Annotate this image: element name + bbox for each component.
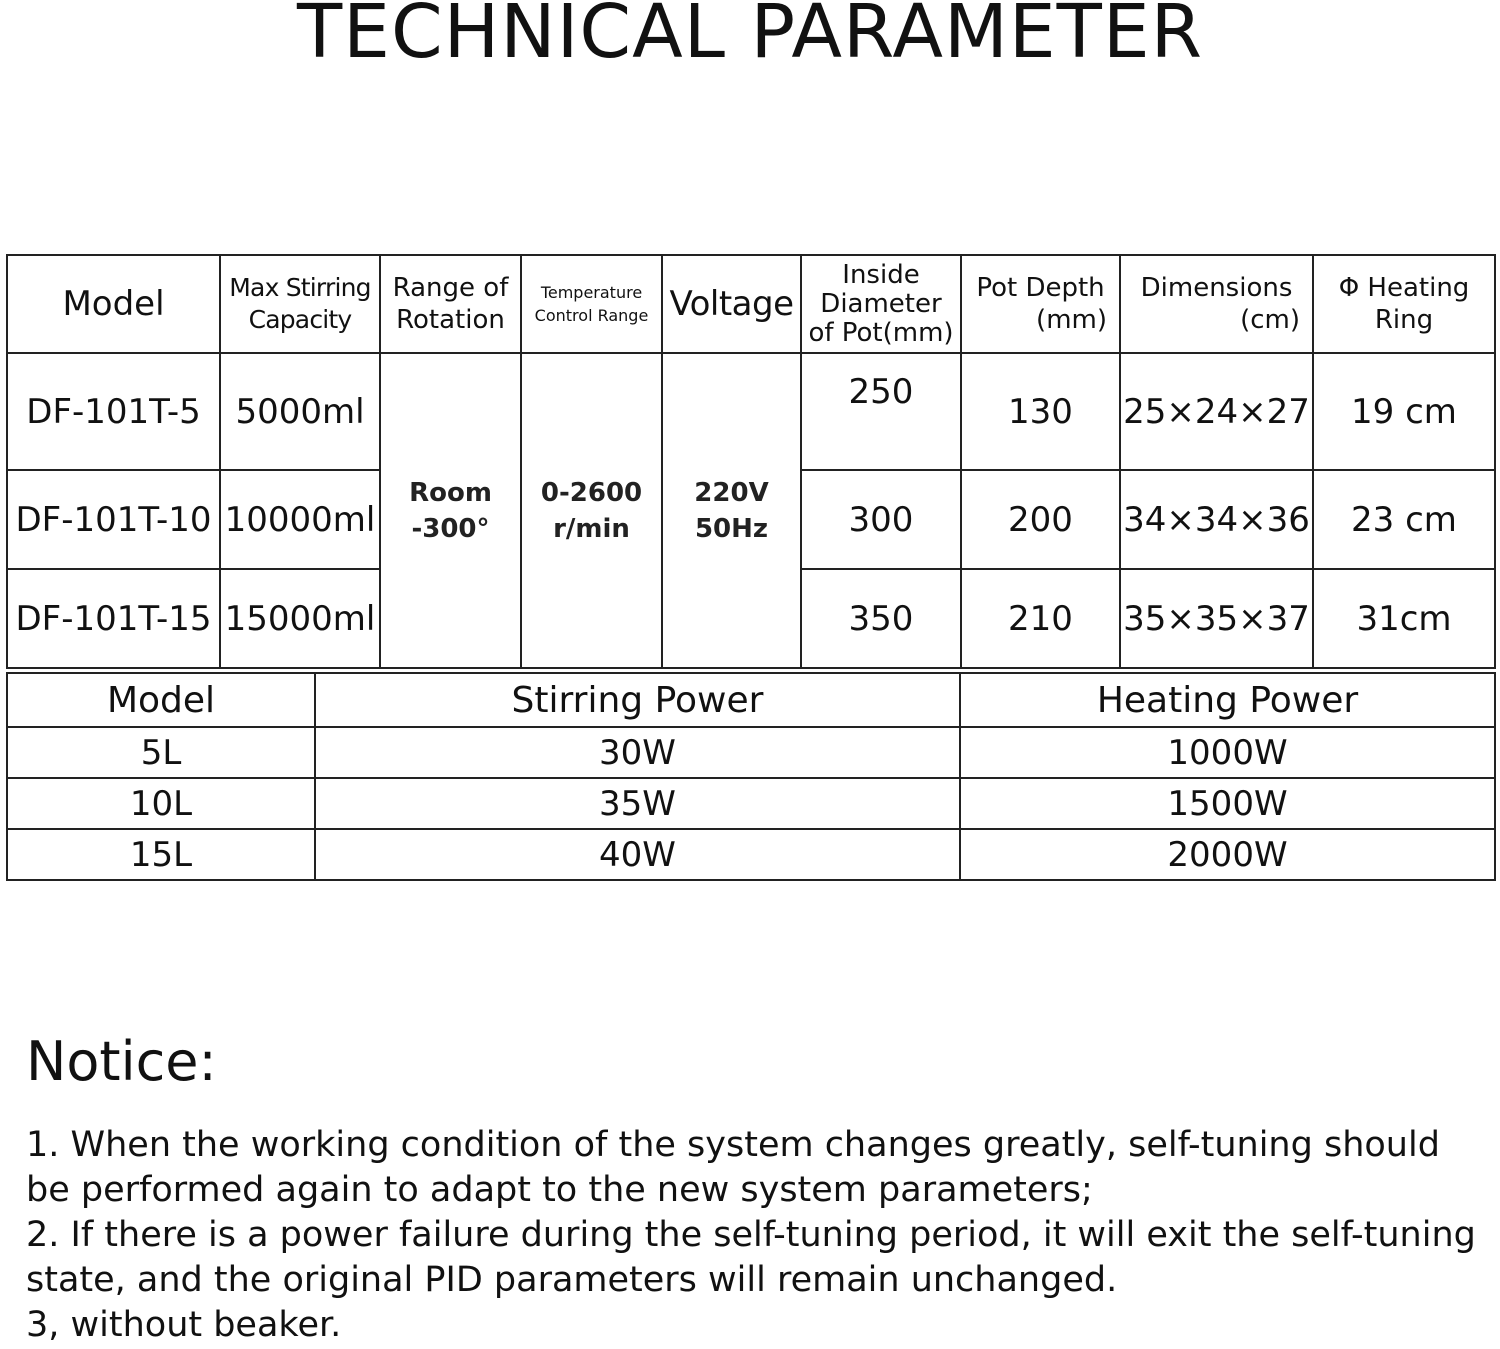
header-text: Ring: [1374, 305, 1434, 335]
cell-heating-power: 1500W: [960, 778, 1495, 829]
cell-heating-ring: 23 cm: [1313, 470, 1495, 569]
cell-model: DF-101T-5: [7, 353, 220, 470]
notice-item: 1. When the working condition of the system changes greatly, self-tuning should be performed again to adapt to the new system parameters;: [26, 1125, 1440, 1210]
cell-stirring-power: 30W: [315, 727, 960, 778]
header-text: (mm): [1036, 305, 1107, 335]
cell-voltage: [662, 353, 801, 668]
cell-range-of-rotation: [380, 353, 521, 668]
cell-heating-power: 2000W: [960, 829, 1495, 880]
cell-text: 220V: [694, 477, 769, 508]
technical-parameter-table: [6, 254, 1496, 669]
header-text: Diameter: [820, 288, 942, 319]
header-inside-diameter: [801, 255, 961, 353]
power-table: [6, 672, 1496, 881]
header-text: Capacity: [248, 305, 352, 334]
header-pot-depth: [961, 255, 1120, 353]
notice-item: 2. If there is a power failure during the self-tuning period, it will exit the self-tuning state, and the original PID parameters will remain unchanged.: [26, 1215, 1476, 1300]
cell-heating-power: 1000W: [960, 727, 1495, 778]
header-model: Model: [7, 255, 220, 353]
header-text: Control Range: [534, 306, 649, 325]
header-heating-ring: [1313, 255, 1495, 353]
header-text: of Pot(mm): [808, 317, 954, 348]
cell-text: 0-2600: [540, 477, 643, 508]
cell-text: r/min: [553, 513, 630, 544]
notice-item: 3, without beaker.: [26, 1305, 342, 1345]
cell-model: 10L: [7, 778, 315, 829]
notice-list: [26, 1123, 1486, 1348]
cell-dimensions: 25×24×27: [1120, 353, 1313, 470]
header-text: Dimensions: [1140, 273, 1293, 303]
header-text: Φ Heating: [1338, 273, 1470, 303]
cell-dimensions: 34×34×36: [1120, 470, 1313, 569]
cell-capacity: 10000ml: [220, 470, 380, 569]
header-heating-power: Heating Power: [960, 673, 1495, 727]
notice-heading: Notice:: [26, 1030, 217, 1093]
header-text: Range of: [392, 273, 509, 303]
cell-text: Room: [409, 477, 492, 508]
cell-text: -300°: [411, 513, 490, 544]
cell-stirring-power: 40W: [315, 829, 960, 880]
cell-model: DF-101T-15: [7, 569, 220, 668]
cell-text: 50Hz: [694, 513, 769, 544]
cell-diameter: 250: [801, 353, 961, 470]
cell-diameter: 350: [801, 569, 961, 668]
cell-model: DF-101T-10: [7, 470, 220, 569]
table-header-row: [7, 255, 1495, 353]
header-range-of-rotation: [380, 255, 521, 353]
cell-heating-ring: 31cm: [1313, 569, 1495, 668]
cell-capacity: 5000ml: [220, 353, 380, 470]
page-title: TECHNICAL PARAMETER: [296, 0, 1204, 75]
cell-pot-depth: 130: [961, 353, 1120, 470]
table-row: [7, 829, 1495, 880]
cell-dimensions: 35×35×37: [1120, 569, 1313, 668]
cell-capacity: 15000ml: [220, 569, 380, 668]
cell-pot-depth: 210: [961, 569, 1120, 668]
header-dimensions: [1120, 255, 1313, 353]
header-text: Max Stirring: [229, 273, 371, 302]
cell-model: 15L: [7, 829, 315, 880]
header-text: Inside: [842, 259, 920, 290]
header-text: Temperature: [540, 283, 643, 302]
cell-stirring-power: 35W: [315, 778, 960, 829]
cell-temperature-control-range: [521, 353, 662, 668]
header-max-stirring-capacity: [220, 255, 380, 353]
table-row: [7, 353, 1495, 470]
header-model: Model: [7, 673, 315, 727]
cell-diameter: 300: [801, 470, 961, 569]
cell-heating-ring: 19 cm: [1313, 353, 1495, 470]
table-header-row: [7, 673, 1495, 727]
header-temperature-control-range: [521, 255, 662, 353]
cell-model: 5L: [7, 727, 315, 778]
header-text: (cm): [1240, 305, 1300, 335]
header-text: Pot Depth: [976, 273, 1105, 303]
table-row: [7, 778, 1495, 829]
table-row: [7, 727, 1495, 778]
header-stirring-power: Stirring Power: [315, 673, 960, 727]
header-voltage: Voltage: [662, 255, 801, 353]
cell-pot-depth: 200: [961, 470, 1120, 569]
header-text: Rotation: [396, 305, 505, 335]
